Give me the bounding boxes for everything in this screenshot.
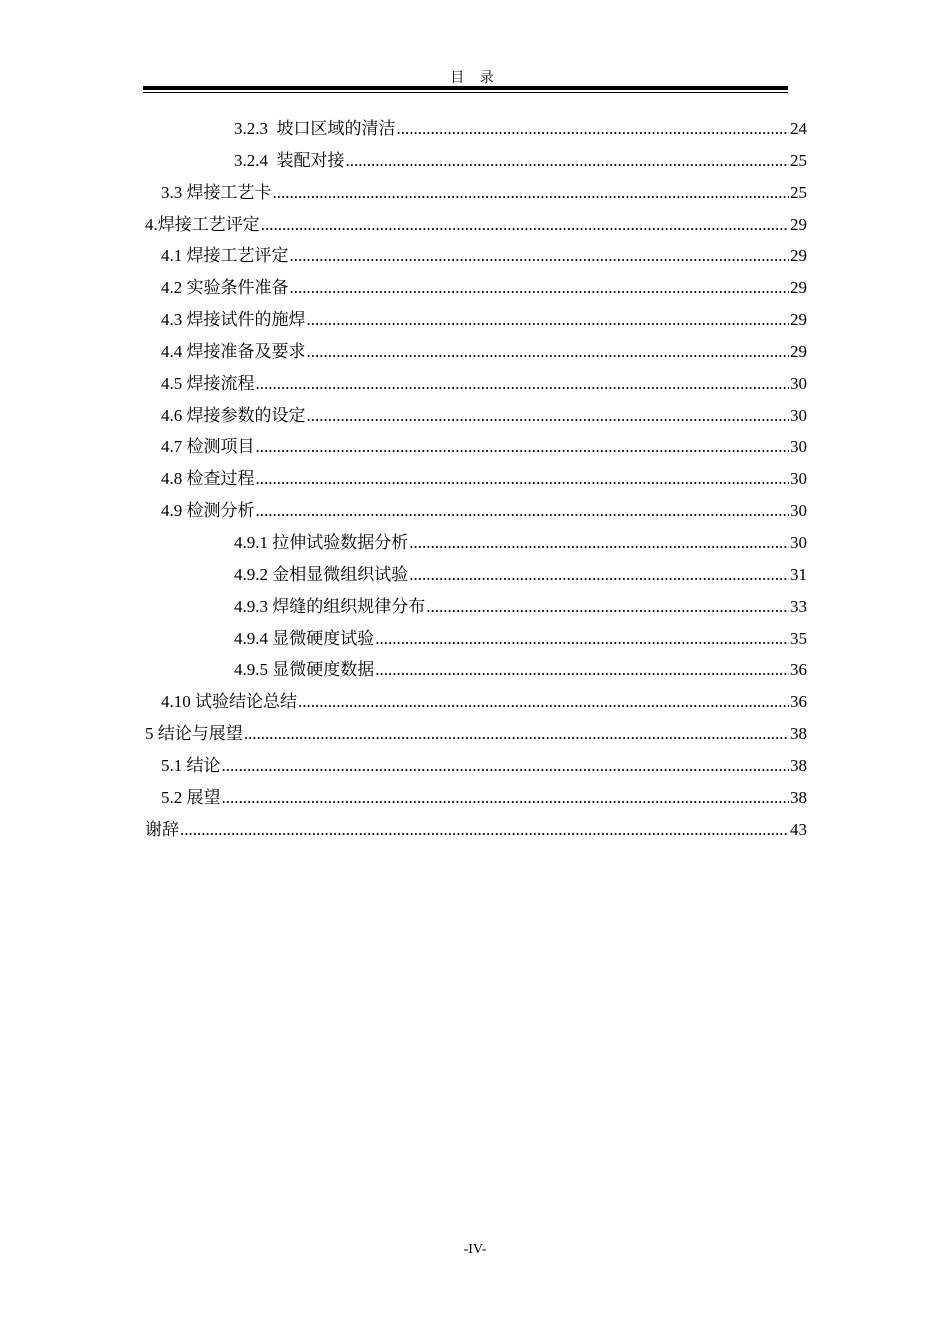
toc-entry[interactable] — [145, 559, 807, 591]
toc-entry-label: 4.8 检查过程 — [161, 469, 255, 489]
toc-dot-leader — [346, 145, 790, 177]
header-rule-thick — [143, 86, 788, 90]
toc-entry-page: 29 — [790, 246, 807, 266]
toc-dot-leader — [426, 591, 789, 623]
toc-entry-label: 4.10 试验结论总结 — [161, 692, 297, 712]
toc-entry[interactable] — [145, 177, 807, 209]
toc-entry-label: 4.6 焊接参数的设定 — [161, 405, 306, 425]
toc-dot-leader — [222, 782, 790, 814]
toc-entry-page: 25 — [790, 150, 807, 170]
toc-dot-leader — [256, 431, 790, 463]
running-header-title: 目 录 — [450, 71, 500, 86]
toc-entry-page: 29 — [790, 214, 807, 234]
toc-entry[interactable] — [145, 463, 807, 495]
toc-dot-leader — [256, 495, 790, 527]
toc-entry[interactable] — [145, 750, 807, 782]
toc-entry[interactable] — [145, 272, 807, 304]
toc-entry-label: 4.4 焊接准备及要求 — [161, 341, 306, 361]
toc-entry-page: 29 — [790, 278, 807, 298]
toc-entry-label: 4.9.4 显微硬度试验 — [234, 628, 375, 648]
toc-entry[interactable] — [145, 527, 807, 559]
toc-entry-label: 4.3 焊接试件的施焊 — [161, 310, 306, 330]
toc-entry[interactable] — [145, 304, 807, 336]
toc-entry[interactable] — [145, 591, 807, 623]
toc-entry-page: 43 — [790, 819, 807, 839]
toc-entry-label: 4.9.5 显微硬度数据 — [234, 660, 375, 680]
toc-entry-label: 4.9.2 金相显微组织试验 — [234, 564, 409, 584]
toc-entry[interactable] — [145, 623, 807, 655]
toc-entry[interactable] — [145, 113, 807, 145]
toc-entry-page: 30 — [790, 405, 807, 425]
toc-entry-page: 30 — [790, 469, 807, 489]
toc-entry-label: 5.2 展望 — [161, 787, 221, 807]
toc-entry-label: 5.1 结论 — [161, 755, 221, 775]
toc-dot-leader — [256, 368, 790, 400]
toc-entry-label: 4.9.1 拉伸试验数据分析 — [234, 532, 409, 552]
toc-entry-page: 30 — [790, 373, 807, 393]
toc-dot-leader — [375, 623, 789, 655]
toc-entry-page: 25 — [790, 182, 807, 202]
toc-entry[interactable] — [145, 209, 807, 241]
toc-entry[interactable] — [145, 654, 807, 686]
toc-entry[interactable] — [145, 495, 807, 527]
toc-entry-page: 30 — [790, 532, 807, 552]
toc-entry[interactable] — [145, 686, 807, 718]
toc-entry-label: 4.焊接工艺评定 — [145, 214, 260, 234]
toc-dot-leader — [180, 814, 789, 846]
toc-entry-page: 38 — [790, 787, 807, 807]
toc-entry-page: 29 — [790, 341, 807, 361]
toc-dot-leader — [290, 272, 790, 304]
toc-dot-leader — [409, 559, 789, 591]
toc-entry[interactable] — [145, 782, 807, 814]
toc-dot-leader — [375, 654, 789, 686]
toc-dot-leader — [409, 527, 789, 559]
toc-dot-leader — [307, 304, 790, 336]
toc-entry-label: 5 结论与展望 — [145, 724, 243, 744]
toc-entry-page: 30 — [790, 437, 807, 457]
toc-entry-label: 4.2 实验条件准备 — [161, 278, 289, 298]
toc-entry-label: 3.2.4 装配对接 — [234, 150, 345, 170]
toc-entry-label: 4.7 检测项目 — [161, 437, 255, 457]
toc-dot-leader — [273, 177, 790, 209]
toc-entry[interactable] — [145, 814, 807, 846]
toc-entry-label: 4.5 焊接流程 — [161, 373, 255, 393]
toc-entry-page: 36 — [790, 660, 807, 680]
toc-entry-page: 35 — [790, 628, 807, 648]
toc-dot-leader — [307, 336, 790, 368]
toc-entry[interactable] — [145, 336, 807, 368]
toc-dot-leader — [261, 209, 789, 241]
header-rule-thin — [143, 92, 788, 93]
toc-dot-leader — [290, 240, 790, 272]
toc-entry-page: 24 — [790, 119, 807, 138]
toc-entry-label: 谢辞 — [145, 819, 179, 839]
toc-entry[interactable] — [145, 240, 807, 272]
toc-dot-leader — [307, 400, 790, 432]
toc-dot-leader — [222, 750, 790, 782]
toc-entry-page: 31 — [790, 564, 807, 584]
toc-entry-label: 4.9.3 焊缝的组织规律分布 — [234, 596, 426, 616]
toc-dot-leader — [256, 463, 790, 495]
toc-dot-leader — [397, 113, 790, 145]
toc-entry-page: 29 — [790, 310, 807, 330]
toc-dot-leader — [298, 686, 789, 718]
toc-entry-page: 38 — [790, 755, 807, 775]
toc-entry[interactable] — [145, 431, 807, 463]
toc-entry-page: 38 — [790, 724, 807, 744]
toc-entry[interactable] — [145, 368, 807, 400]
toc-entry-page: 33 — [790, 596, 807, 616]
toc-entry-label: 3.3 焊接工艺卡 — [161, 182, 272, 202]
toc-entry-page: 30 — [790, 501, 807, 521]
toc-entry[interactable] — [145, 718, 807, 750]
toc-dot-leader — [244, 718, 789, 750]
toc-entry[interactable] — [145, 400, 807, 432]
toc-entry-page: 36 — [790, 692, 807, 712]
toc-entry-label: 4.9 检测分析 — [161, 501, 255, 521]
table-of-contents — [145, 113, 807, 845]
toc-entry[interactable] — [145, 145, 807, 177]
page-number: -IV- — [463, 1242, 487, 1257]
toc-entry-label: 3.2.3 坡口区域的清洁 — [234, 119, 396, 138]
toc-entry-label: 4.1 焊接工艺评定 — [161, 246, 289, 266]
